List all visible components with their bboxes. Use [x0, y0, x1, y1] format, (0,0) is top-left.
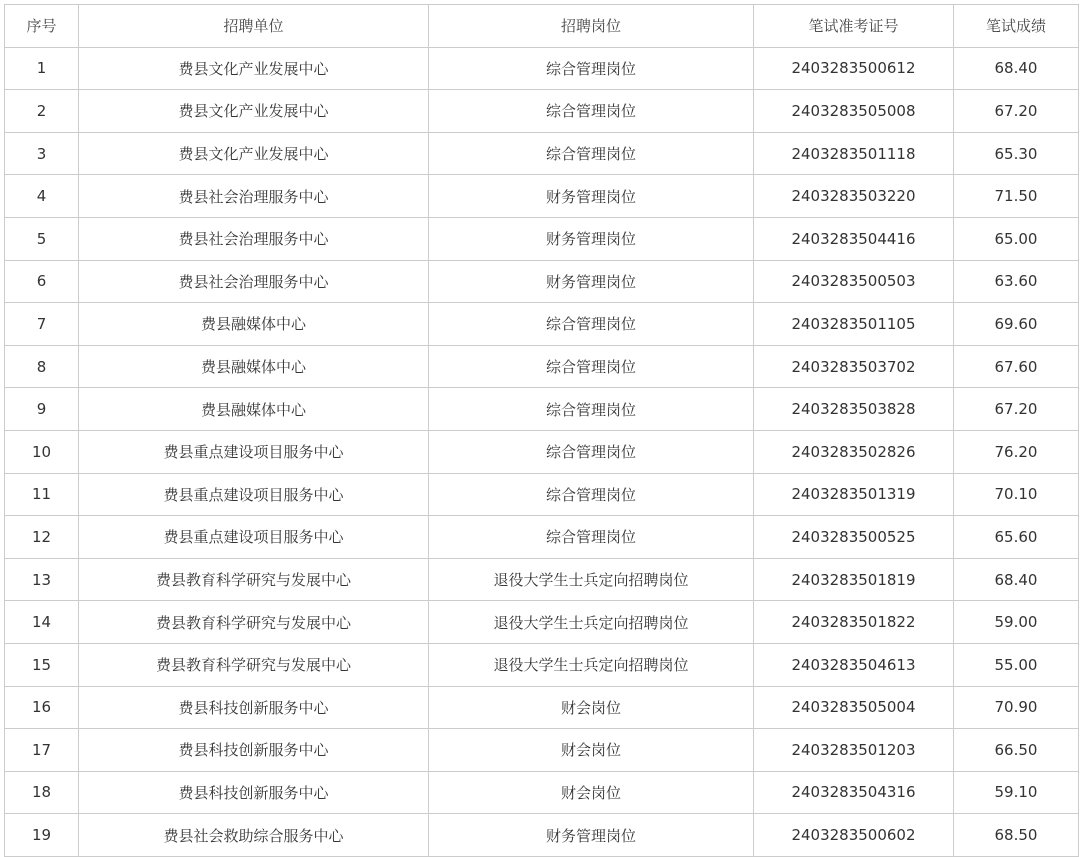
cell-index: 5: [5, 217, 79, 260]
cell-score: 70.90: [954, 686, 1079, 729]
cell-position: 财务管理岗位: [429, 260, 754, 303]
cell-index: 6: [5, 260, 79, 303]
cell-exam-id: 2403283504316: [754, 771, 954, 814]
cell-exam-id: 2403283505008: [754, 90, 954, 133]
cell-index: 16: [5, 686, 79, 729]
cell-position: 财务管理岗位: [429, 217, 754, 260]
cell-exam-id: 2403283501203: [754, 729, 954, 772]
cell-score: 59.10: [954, 771, 1079, 814]
col-header-index: 序号: [5, 5, 79, 48]
cell-index: 12: [5, 516, 79, 559]
table-row: [5, 771, 1079, 814]
cell-employer: 费县融媒体中心: [79, 303, 429, 346]
cell-exam-id: 2403283502826: [754, 430, 954, 473]
cell-score: 65.30: [954, 132, 1079, 175]
cell-exam-id: 2403283504613: [754, 643, 954, 686]
table-body: [5, 47, 1079, 856]
cell-score: 65.00: [954, 217, 1079, 260]
cell-index: 9: [5, 388, 79, 431]
cell-score: 66.50: [954, 729, 1079, 772]
cell-employer: 费县社会治理服务中心: [79, 260, 429, 303]
results-table: [4, 4, 1079, 857]
cell-exam-id: 2403283503220: [754, 175, 954, 218]
cell-position: 财会岗位: [429, 686, 754, 729]
cell-exam-id: 2403283500525: [754, 516, 954, 559]
table-row: [5, 516, 1079, 559]
cell-index: 7: [5, 303, 79, 346]
cell-exam-id: 2403283501319: [754, 473, 954, 516]
table-row: [5, 132, 1079, 175]
col-header-exam-id: 笔试准考证号: [754, 5, 954, 48]
cell-position: 退役大学生士兵定向招聘岗位: [429, 601, 754, 644]
cell-position: 财务管理岗位: [429, 814, 754, 857]
cell-index: 17: [5, 729, 79, 772]
cell-score: 69.60: [954, 303, 1079, 346]
cell-score: 59.00: [954, 601, 1079, 644]
cell-employer: 费县社会治理服务中心: [79, 175, 429, 218]
cell-score: 68.50: [954, 814, 1079, 857]
cell-exam-id: 2403283500612: [754, 47, 954, 90]
cell-position: 财会岗位: [429, 771, 754, 814]
cell-score: 67.60: [954, 345, 1079, 388]
cell-employer: 费县融媒体中心: [79, 388, 429, 431]
cell-exam-id: 2403283501819: [754, 558, 954, 601]
cell-score: 68.40: [954, 47, 1079, 90]
cell-employer: 费县科技创新服务中心: [79, 686, 429, 729]
cell-exam-id: 2403283503702: [754, 345, 954, 388]
cell-position: 退役大学生士兵定向招聘岗位: [429, 558, 754, 601]
cell-position: 综合管理岗位: [429, 430, 754, 473]
cell-index: 11: [5, 473, 79, 516]
cell-index: 3: [5, 132, 79, 175]
cell-score: 67.20: [954, 388, 1079, 431]
cell-score: 63.60: [954, 260, 1079, 303]
cell-score: 55.00: [954, 643, 1079, 686]
cell-index: 14: [5, 601, 79, 644]
cell-position: 综合管理岗位: [429, 473, 754, 516]
cell-position: 综合管理岗位: [429, 345, 754, 388]
cell-employer: 费县教育科学研究与发展中心: [79, 558, 429, 601]
cell-score: 76.20: [954, 430, 1079, 473]
col-header-score: 笔试成绩: [954, 5, 1079, 48]
table-row: [5, 558, 1079, 601]
cell-employer: 费县教育科学研究与发展中心: [79, 601, 429, 644]
cell-position: 综合管理岗位: [429, 516, 754, 559]
cell-position: 财会岗位: [429, 729, 754, 772]
cell-exam-id: 2403283500503: [754, 260, 954, 303]
col-header-employer: 招聘单位: [79, 5, 429, 48]
cell-employer: 费县教育科学研究与发展中心: [79, 643, 429, 686]
table-row: [5, 345, 1079, 388]
cell-employer: 费县文化产业发展中心: [79, 90, 429, 133]
cell-employer: 费县社会救助综合服务中心: [79, 814, 429, 857]
cell-exam-id: 2403283504416: [754, 217, 954, 260]
table-row: [5, 90, 1079, 133]
cell-index: 1: [5, 47, 79, 90]
cell-employer: 费县重点建设项目服务中心: [79, 473, 429, 516]
table-row: [5, 303, 1079, 346]
cell-position: 综合管理岗位: [429, 132, 754, 175]
cell-position: 综合管理岗位: [429, 90, 754, 133]
cell-employer: 费县文化产业发展中心: [79, 47, 429, 90]
cell-exam-id: 2403283503828: [754, 388, 954, 431]
table-row: [5, 729, 1079, 772]
cell-score: 70.10: [954, 473, 1079, 516]
cell-position: 综合管理岗位: [429, 47, 754, 90]
table-row: [5, 430, 1079, 473]
cell-employer: 费县重点建设项目服务中心: [79, 516, 429, 559]
cell-position: 财务管理岗位: [429, 175, 754, 218]
table-row: [5, 643, 1079, 686]
table-row: [5, 601, 1079, 644]
cell-index: 19: [5, 814, 79, 857]
cell-employer: 费县社会治理服务中心: [79, 217, 429, 260]
cell-employer: 费县科技创新服务中心: [79, 729, 429, 772]
cell-index: 18: [5, 771, 79, 814]
table-row: [5, 473, 1079, 516]
cell-exam-id: 2403283500602: [754, 814, 954, 857]
header-row: [5, 5, 1079, 48]
cell-score: 68.40: [954, 558, 1079, 601]
cell-employer: 费县文化产业发展中心: [79, 132, 429, 175]
cell-score: 65.60: [954, 516, 1079, 559]
col-header-position: 招聘岗位: [429, 5, 754, 48]
cell-index: 13: [5, 558, 79, 601]
cell-position: 退役大学生士兵定向招聘岗位: [429, 643, 754, 686]
cell-index: 15: [5, 643, 79, 686]
table-row: [5, 388, 1079, 431]
cell-index: 4: [5, 175, 79, 218]
table-row: [5, 686, 1079, 729]
cell-exam-id: 2403283505004: [754, 686, 954, 729]
cell-exam-id: 2403283501105: [754, 303, 954, 346]
cell-exam-id: 2403283501822: [754, 601, 954, 644]
cell-index: 10: [5, 430, 79, 473]
table-row: [5, 814, 1079, 857]
cell-employer: 费县重点建设项目服务中心: [79, 430, 429, 473]
cell-employer: 费县融媒体中心: [79, 345, 429, 388]
cell-score: 67.20: [954, 90, 1079, 133]
cell-index: 8: [5, 345, 79, 388]
cell-position: 综合管理岗位: [429, 388, 754, 431]
table-row: [5, 47, 1079, 90]
table-row: [5, 260, 1079, 303]
cell-index: 2: [5, 90, 79, 133]
cell-score: 71.50: [954, 175, 1079, 218]
cell-exam-id: 2403283501118: [754, 132, 954, 175]
table-row: [5, 217, 1079, 260]
cell-employer: 费县科技创新服务中心: [79, 771, 429, 814]
table-row: [5, 175, 1079, 218]
cell-position: 综合管理岗位: [429, 303, 754, 346]
